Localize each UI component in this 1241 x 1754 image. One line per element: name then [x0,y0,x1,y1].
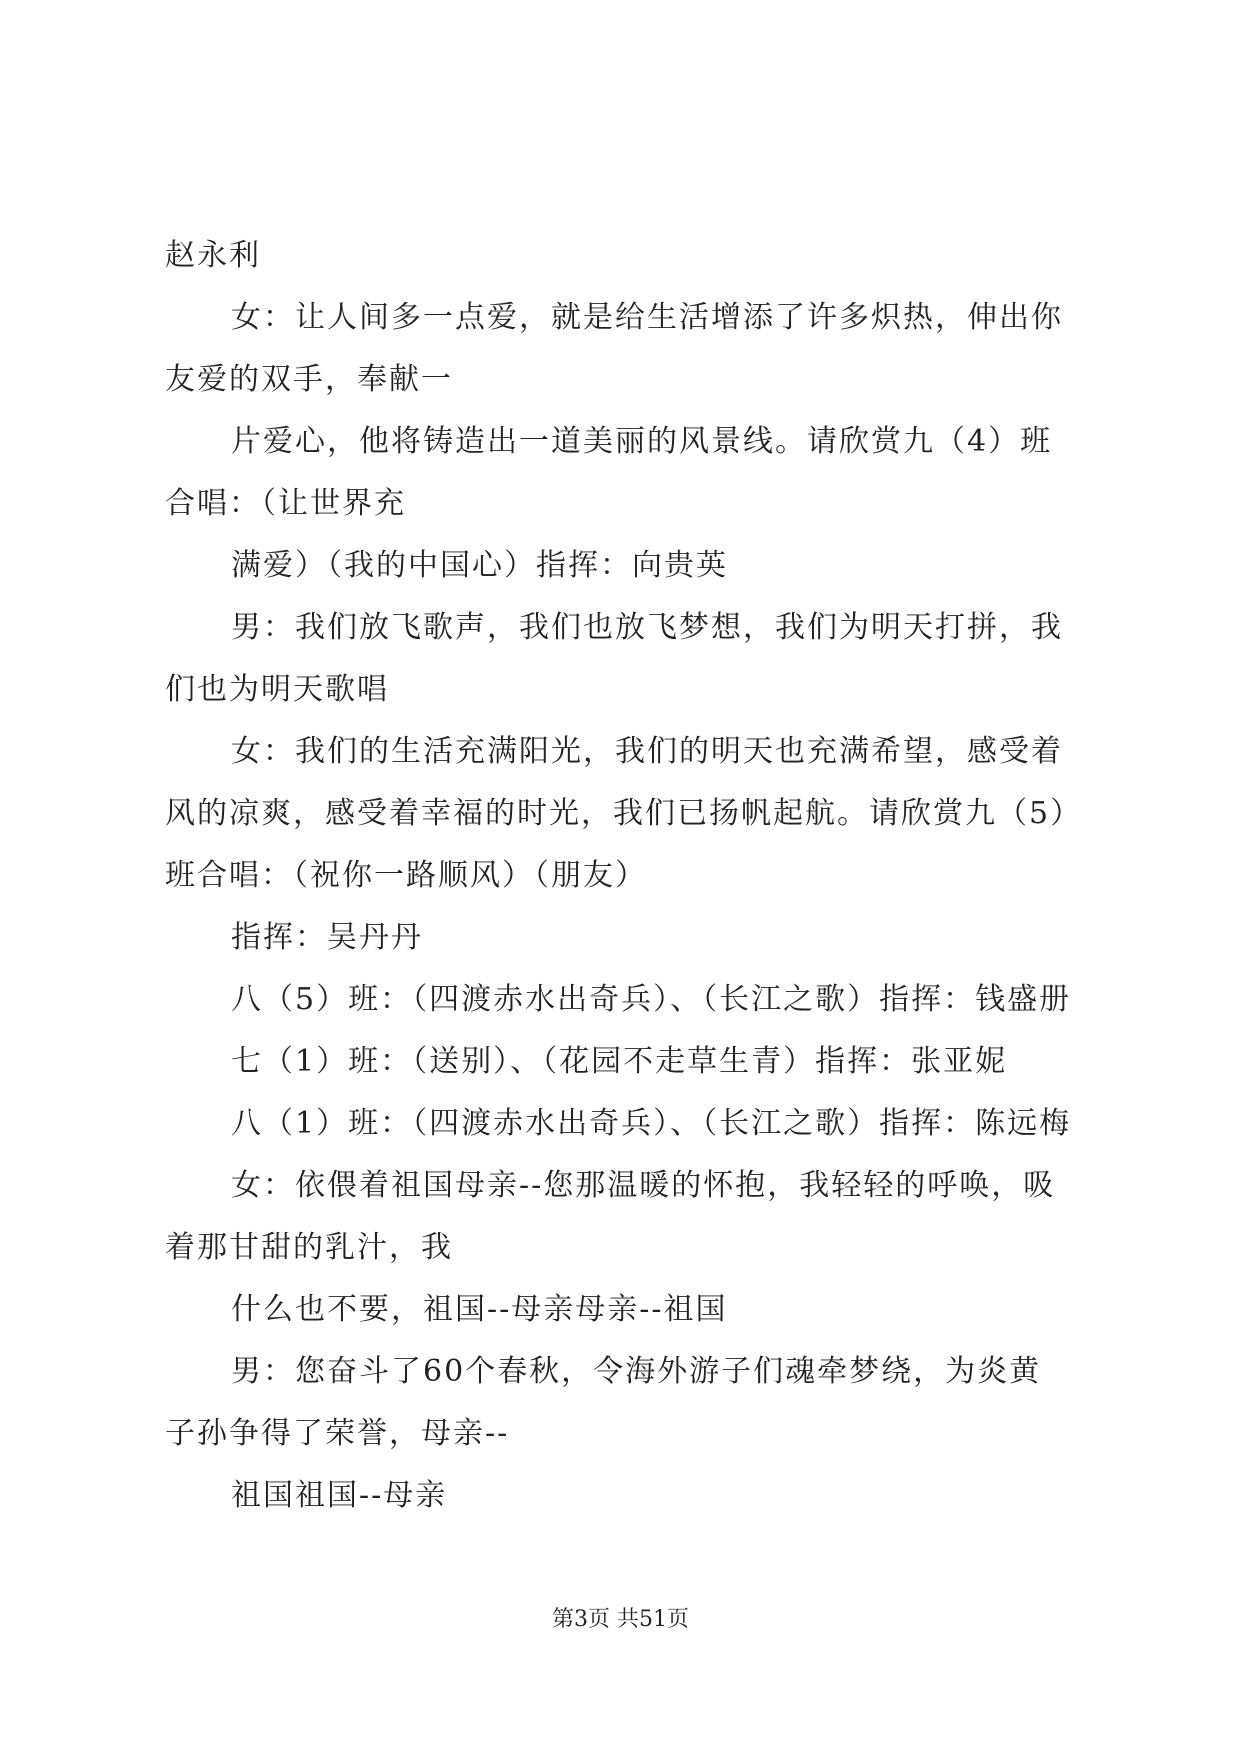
text-line: 八（5）班：（四渡赤水出奇兵）、（长江之歌）指挥：钱盛册 [231,982,1072,1017]
text-line: 女：我们的生活充满阳光，我们的明天也充满希望，感受着 [231,734,1063,769]
text-line: 祖国祖国--母亲 [231,1478,448,1513]
text-line: 女：依偎着祖国母亲--您那温暖的怀抱，我轻轻的呼唤，吸 [231,1168,1056,1203]
text-line: 满爱）（我的中国心）指挥：向贵英 [231,548,728,583]
text-line: 什么也不要，祖国--母亲母亲--祖国 [231,1292,728,1327]
page-number-label: 第3页 共51页 [552,1607,689,1632]
text-line: 女：让人间多一点爱，就是给生活增添了许多炽热，伸出你 [231,300,1063,335]
text-line: 七（1）班：（送别）、（花园不走草生青）指挥：张亚妮 [231,1044,1008,1079]
text-line: 男：我们放飞歌声，我们也放飞梦想，我们为明天打拼，我 [231,610,1063,645]
text-line: 班合唱：（祝你一路顺风）（朋友） [165,858,647,893]
text-line: 友爱的双手，奉献一 [165,362,453,397]
text-line: 们也为明天歌唱 [165,672,389,707]
text-line: 合唱：（让世界充 [165,486,406,521]
text-line: 指挥：吴丹丹 [231,920,423,955]
body-text [165,225,1085,1527]
page-footer [0,1605,1241,1635]
text-line: 风的凉爽，感受着幸福的时光，我们已扬帆起航。请欣赏九（5） [165,796,1083,831]
text-line: 子孙争得了荣誉，母亲-- [165,1416,510,1451]
text-line: 片爱心，他将铸造出一道美丽的风景线。请欣赏九（4）班 [231,424,1053,459]
text-line: 着那甘甜的乳汁，我 [165,1230,453,1265]
text-line: 男：您奋斗了60个春秋，令海外游子们魂牵梦绕，为炎黄 [231,1354,1042,1389]
text-line: 赵永利 [165,238,261,273]
text-line: 八（1）班：（四渡赤水出奇兵）、（长江之歌）指挥：陈远梅 [231,1106,1072,1141]
